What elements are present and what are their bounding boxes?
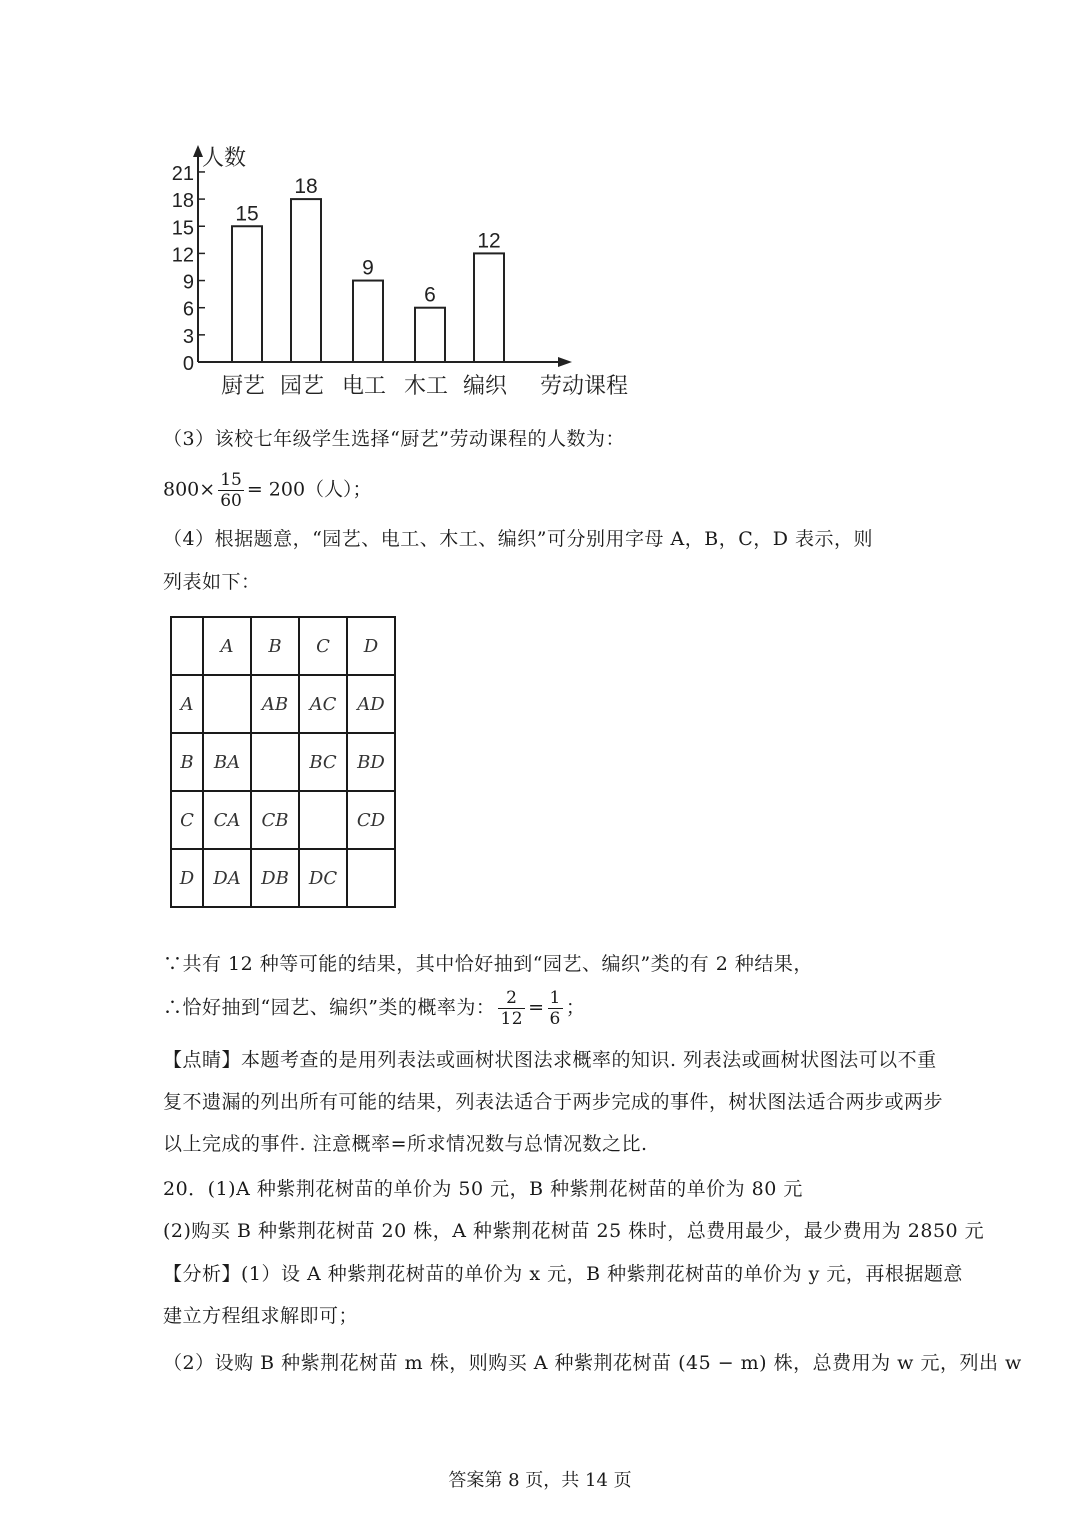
table-cell: BC (299, 733, 347, 791)
table-cell (347, 849, 395, 907)
part4-line1: （4）根据题意，“园艺、电工、木工、编织”可分别用字母 A，B，C，D 表示，则 (163, 528, 874, 550)
table-cell: A (171, 675, 203, 733)
comment-line2: 复不遗漏的列出所有可能的结果，列表法适合于两步完成的事件，树状图法适合两步或两步 (163, 1091, 944, 1113)
bar-value-label: 9 (362, 256, 374, 280)
table-cell (203, 675, 251, 733)
table-cell: C (299, 617, 347, 675)
table-cell: CA (203, 791, 251, 849)
outcome-table (170, 616, 396, 908)
analysis-line2: 建立方程组求解即可； (163, 1305, 359, 1327)
table-cell: B (251, 617, 299, 675)
table-cell: DC (299, 849, 347, 907)
bar (353, 281, 383, 362)
table-row (171, 849, 395, 907)
analysis-line1: 【分析】(1）设 A 种紫荆花树苗的单价为 x 元，B 种紫荆花树苗的单价为 y 元，再根据题意 (163, 1263, 963, 1285)
y-tick-label: 0 (182, 353, 194, 375)
x-tick-label: 园艺 (279, 373, 325, 398)
y-tick-label: 6 (182, 298, 194, 321)
table-cell: BA (203, 733, 251, 791)
y-tick-label: 12 (171, 244, 194, 267)
bar (232, 226, 262, 362)
because-line: ∵共有 12 种等可能的结果，其中恰好抽到“园艺、编织”类的有 2 种结果， (163, 953, 813, 975)
table-cell: CB (251, 791, 299, 849)
bar-chart (160, 135, 660, 405)
q20-line1: 20．(1)A 种紫荆花树苗的单价为 50 元，B 种紫荆花树苗的单价为 80 元 (163, 1178, 803, 1200)
x-tick-label: 木工 (403, 373, 449, 398)
table-cell: AD (347, 675, 395, 733)
table-cell: DB (251, 849, 299, 907)
page-footer: 答案第 8 页，共 14 页 (448, 1470, 632, 1491)
x-tick-label: 电工 (341, 373, 387, 398)
table-cell (171, 617, 203, 675)
analysis-line3: （2）设购 B 种紫荆花树苗 m 株，则购买 A 种紫荆花树苗 (45 − m) 株，总费用为 w 元，列出 w (163, 1352, 1022, 1374)
table-cell: C (171, 791, 203, 849)
bar-value-label: 15 (235, 202, 259, 226)
part3-text: （3）该校七年级学生选择“厨艺”劳动课程的人数为： (163, 428, 626, 450)
table-cell (299, 791, 347, 849)
table-cell: B (171, 733, 203, 791)
table-row (171, 733, 395, 791)
x-axis-label: 劳动课程 (540, 373, 629, 398)
therefore-line: ∴恰好抽到“园艺、编织”类的概率为： $\frac{2}{12}$ = $\frac{1}{6}$ ； (163, 988, 586, 1029)
bar-value-label: 12 (477, 229, 501, 253)
table-cell: AC (299, 675, 347, 733)
bar-value-label: 18 (294, 175, 318, 199)
y-tick-label: 18 (171, 190, 194, 213)
part4-line2: 列表如下： (163, 571, 261, 593)
fraction: $\frac{15}{60}$ (220, 470, 242, 511)
y-axis-label: 人数 (202, 145, 247, 170)
y-tick-label: 9 (182, 271, 194, 294)
table-row (171, 675, 395, 733)
y-tick-label: 3 (182, 325, 194, 348)
bar-value-label: 6 (424, 283, 436, 307)
comment-line1: 【点睛】本题考查的是用列表法或画树状图法求概率的知识. 列表法或画树状图法可以不重 (163, 1049, 937, 1071)
table-cell: A (203, 617, 251, 675)
bar (474, 253, 504, 362)
x-axis-arrow (558, 357, 572, 367)
table-row (171, 617, 395, 675)
bar (291, 199, 321, 362)
table-row (171, 791, 395, 849)
comment-line3: 以上完成的事件. 注意概率=所求情况数与总情况数之比. (163, 1133, 648, 1155)
table-cell (251, 733, 299, 791)
y-tick-label: 21 (171, 162, 194, 185)
table-cell: D (171, 849, 203, 907)
q20-line2: (2)购买 B 种紫荆花树苗 20 株，A 种紫荆花树苗 25 株时，总费用最少，最少费用为 2850 元 (163, 1220, 985, 1242)
table-cell: AB (251, 675, 299, 733)
table-cell: DA (203, 849, 251, 907)
y-tick-label: 15 (171, 217, 194, 240)
x-tick-label: 编织 (462, 373, 508, 398)
x-tick-label: 厨艺 (220, 373, 266, 398)
bar (415, 308, 445, 362)
table-cell: BD (347, 733, 395, 791)
part3-calc: 800× $\frac{15}{60}$ = 200（人）； (163, 470, 372, 511)
table-cell: CD (347, 791, 395, 849)
table-cell: D (347, 617, 395, 675)
